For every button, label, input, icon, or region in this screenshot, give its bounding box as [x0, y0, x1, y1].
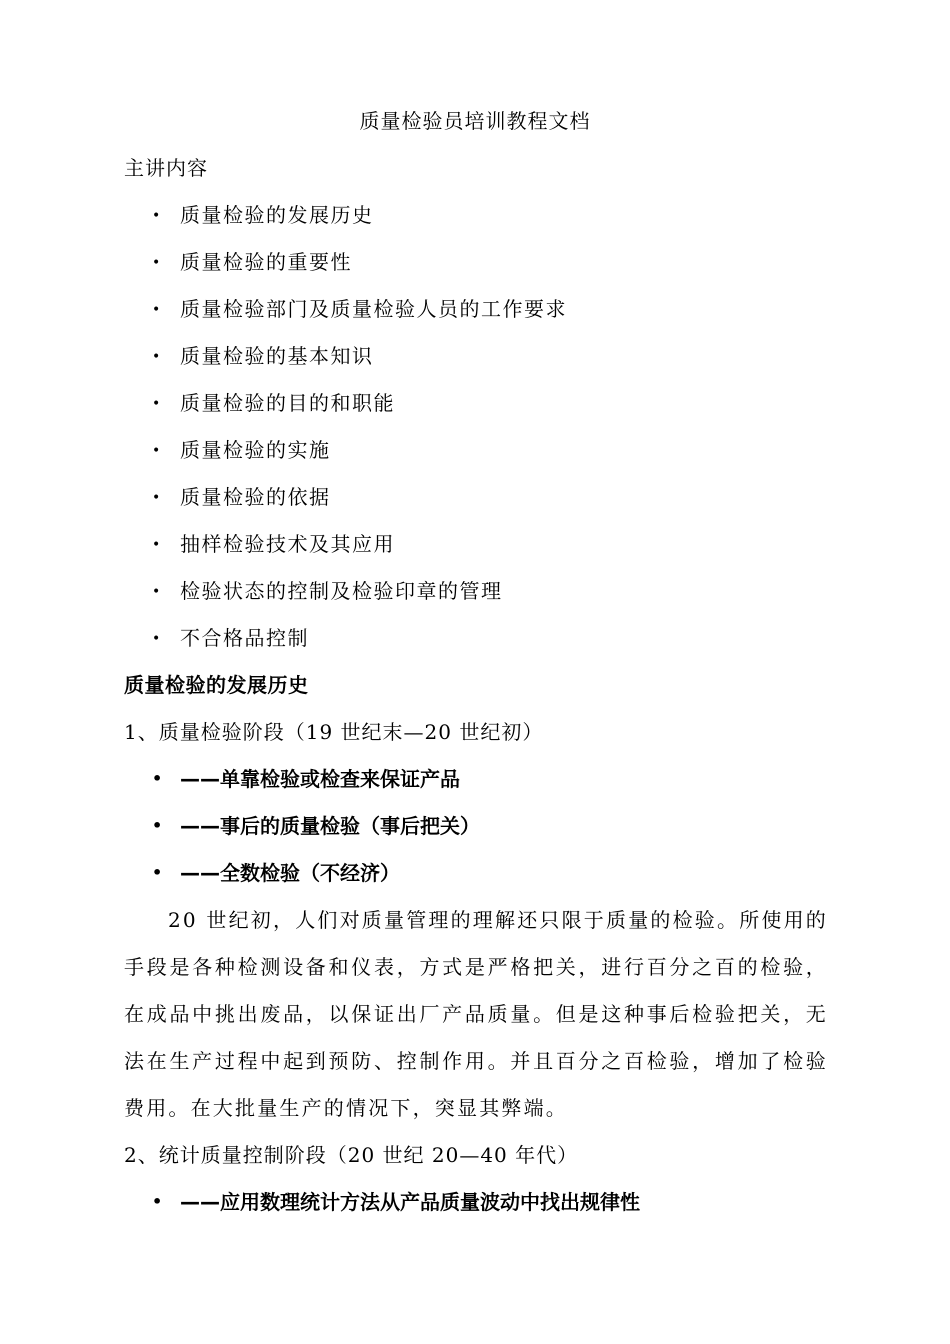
outline-item — [152, 249, 352, 276]
paragraph-line: 在成品中挑出废品，以保证出厂产品质量。但是这种事后检验把关，无 — [124, 1002, 828, 1026]
body-paragraph — [124, 907, 828, 1142]
outline-item — [152, 343, 374, 370]
bullet-icon: • — [152, 863, 163, 882]
outline-item-label: 抽样检验技术及其应用 — [180, 532, 395, 556]
bullet-icon: • — [152, 302, 162, 318]
stage1-point-label: ——事后的质量检验（事后把关） — [180, 814, 480, 838]
stage2-point-label: ——应用数理统计方法从产品质量波动中找出规律性 — [180, 1190, 640, 1214]
outline-item-label: 质量检验的依据 — [180, 485, 331, 509]
bullet-icon: • — [152, 255, 162, 271]
stage1-point-label: ——单靠检验或检查来保证产品 — [180, 767, 460, 791]
bullet-icon: • — [152, 584, 162, 600]
outline-item — [152, 531, 395, 558]
paragraph-line: 20 世纪初，人们对质量管理的理解还只限于质量的检验。所使用的 — [168, 908, 829, 932]
outline-item — [152, 578, 503, 605]
section-heading: 质量检验的发展历史 — [124, 673, 309, 697]
outline-item — [152, 437, 331, 464]
outline-item-label: 质量检验的重要性 — [180, 250, 352, 274]
outline-item-label: 质量检验部门及质量检验人员的工作要求 — [180, 297, 567, 321]
bullet-icon: • — [152, 396, 162, 412]
bullet-icon: • — [152, 769, 163, 788]
bullet-icon: • — [152, 490, 162, 506]
stage2-point — [152, 1189, 640, 1215]
outline-heading: 主讲内容 — [124, 156, 208, 180]
stage1-point — [152, 860, 400, 886]
stage1-title: 1、质量检验阶段（19 世纪末—20 世纪初） — [124, 720, 544, 744]
document-title: 质量检验员培训教程文档 — [359, 109, 591, 133]
bullet-icon: • — [152, 349, 162, 365]
stage1-point — [152, 766, 460, 792]
outline-item — [152, 390, 395, 417]
outline-item — [152, 202, 374, 229]
outline-item-label: 质量检验的基本知识 — [180, 344, 374, 368]
outline-item-label: 不合格品控制 — [180, 626, 309, 650]
outline-item-label: 质量检验的发展历史 — [180, 203, 374, 227]
outline-item — [152, 484, 331, 511]
paragraph-line: 法在生产过程中起到预防、控制作用。并且百分之百检验，增加了检验 — [124, 1049, 828, 1073]
outline-item-label: 检验状态的控制及检验印章的管理 — [180, 579, 503, 603]
bullet-icon: • — [152, 208, 162, 224]
bullet-icon: • — [152, 443, 162, 459]
paragraph-line: 费用。在大批量生产的情况下，突显其弊端。 — [124, 1096, 568, 1120]
outline-item — [152, 296, 567, 323]
bullet-icon: • — [152, 816, 163, 835]
stage1-point-label: ——全数检验（不经济） — [180, 861, 400, 885]
bullet-icon: • — [152, 631, 162, 647]
outline-item — [152, 625, 309, 652]
outline-item-label: 质量检验的目的和职能 — [180, 391, 395, 415]
stage1-point — [152, 813, 480, 839]
stage2-title: 2、统计质量控制阶段（20 世纪 20—40 年代） — [124, 1143, 579, 1167]
outline-item-label: 质量检验的实施 — [180, 438, 331, 462]
bullet-icon: • — [152, 1192, 163, 1211]
bullet-icon: • — [152, 537, 162, 553]
paragraph-line: 手段是各种检测设备和仪表，方式是严格把关，进行百分之百的检验， — [124, 955, 828, 979]
